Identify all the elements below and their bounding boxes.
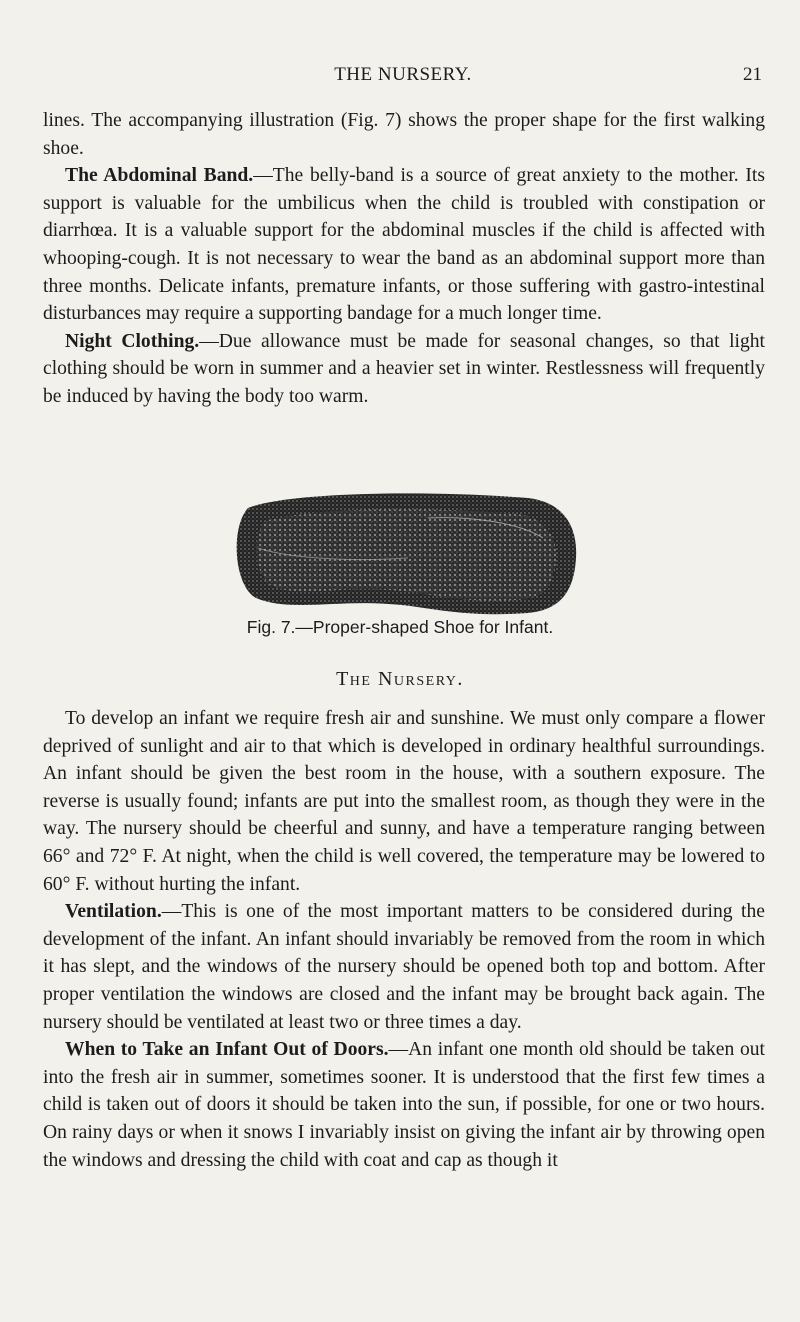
- text-block-top: [43, 107, 765, 411]
- paragraph-text: —The belly-band is a source of great anxiety to the mother. Its support is valuable for the umbilicus when the child is troubled with constipation or diarrhœa. It is a valuable support for the abdominal muscles if the child is affected with whooping-cough. It is not necessary to wear the band as an abdominal support more than three months. Delicate infants, premature infants, or those suffering with gastro-intestinal disturbances may require a supporting bandage for a much longer time.: [43, 165, 765, 325]
- paragraph-text: —Due allowance must be made for seasonal changes, so that light clothing should be worn in summer and a heavier set in winter. Restlessness will frequently be induced by having the body too warm.: [43, 330, 765, 407]
- text-block-bottom: [43, 705, 765, 1174]
- page-number: 21: [743, 64, 762, 85]
- paragraph-text: lines. The accompanying illustration (Fig. 7) shows the proper shape for the first walking shoe.: [43, 110, 765, 159]
- running-head: THE NURSERY.: [334, 64, 472, 85]
- run-in-heading: Night Clothing.: [65, 330, 200, 352]
- figure-caption: Fig. 7.—Proper-shaped Shoe for Infant.: [246, 617, 554, 637]
- paragraph-out-of-doors: [43, 1036, 765, 1174]
- paragraph-text: To develop an infant we require fresh air and sunshine. We must only compare a flower deprived of sunlight and air to that which is developed in ordinary healthful surroundings. An infant should be given the best room in the house, with a southern exposure. The reverse is usually found; infants are put into the smallest room, as though they were in the way. The nursery should be cheerful and sunny, and have a temperature ranging between 66° and 72° F. At night, when the child is well covered, the temperature may be lowered to 60° F. without hurting the infant.: [43, 708, 765, 895]
- shoe-illustration: [228, 488, 580, 626]
- run-in-heading: The Abdominal Band.: [65, 165, 254, 187]
- paragraph-night-clothing: [43, 328, 765, 411]
- shoe-sole-image: [228, 488, 580, 622]
- run-in-heading: Ventilation.: [65, 901, 162, 923]
- section-heading: The Nursery.: [336, 668, 464, 690]
- run-in-heading: When to Take an Infant Out of Doors.: [65, 1039, 389, 1061]
- paragraph-ventilation: [43, 898, 765, 1036]
- paragraph-text: —An infant one month old should be taken out into the fresh air in summer, sometimes sooner. It is understood that the first few times a child is taken out of doors it should be taken into the sun, if possible, for one or two hours. On rainy days or when it snows I invariably insist on giving the infant air by throwing open the windows and dressing the child with coat and cap as though it: [43, 1039, 765, 1171]
- page-header: [44, 64, 762, 94]
- paragraph-text: —This is one of the most important matters to be considered during the development of the infant. An infant should invariably be removed from the room in which it has slept, and the windows of the nursery should be opened both top and bottom. After proper ventilation the windows are closed and the infant may be brought back again. The nursery should be ventilated at least two or three times a day.: [43, 901, 765, 1033]
- paragraph-continuation: [43, 107, 765, 162]
- paragraph-fresh-air: [43, 705, 765, 898]
- paragraph-abdominal-band: [43, 162, 765, 328]
